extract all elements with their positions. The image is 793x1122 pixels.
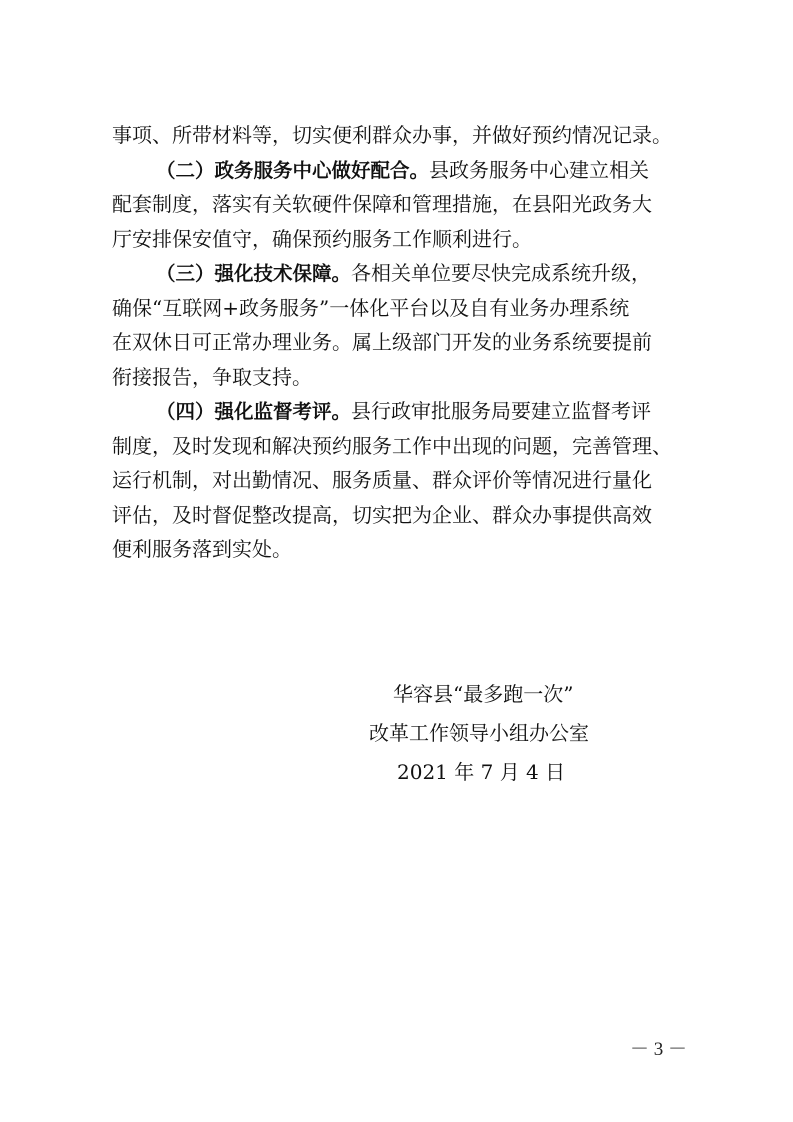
section-4-first-line (112, 394, 692, 429)
text-line: 衔接报告，争取支持。 (112, 364, 312, 389)
text-line: 便利服务落到实处。 (112, 537, 292, 561)
signature-date: 2021 年 7 月 4 日 (397, 760, 566, 784)
text-line: 配套制度，落实有关软硬件保障和管理措施，在县阳光政务大 (112, 192, 652, 216)
text-span: 县行政审批服务局要建立监督考评 (351, 399, 652, 423)
section-3-heading: （三）强化技术保障。 (156, 262, 352, 285)
signature-org-line-2: 改革工作领导小组办公室 (369, 721, 589, 745)
section-3-first-line (112, 256, 692, 291)
text-line: 制度，及时发现和解决预约服务工作中出现的问题，完善管理、 (112, 433, 672, 458)
page-number: － 3 － (630, 1039, 688, 1060)
text-line: 事项、所带材料等，切实便利群众办事，并做好预约情况记录。 (112, 123, 672, 147)
section-2-first-line (112, 153, 692, 188)
text-line: 确保“互联网+政务服务”一体化平台以及自有业务办理系统 (112, 295, 630, 320)
text-line: 评估，及时督促整改提高，切实把为企业、群众办事提供高效 (112, 502, 652, 527)
text-line: 运行机制，对出勤情况、服务质量、群众评价等情况进行量化 (112, 468, 652, 492)
text-line: 在双休日可正常办理业务。属上级部门开发的业务系统要提前 (112, 330, 652, 354)
text-span: 县政务服务中心建立相关 (429, 157, 650, 182)
section-2-heading: （二）政务服务中心做好配合。 (156, 158, 430, 182)
document-body (112, 118, 692, 567)
text-span: 各相关单位要尽快完成系统升级， (351, 261, 652, 285)
signature-org-line-1: 华容县“最多跑一次” (393, 682, 574, 706)
text-line: 厅安排保安值守，确保预约服务工作顺利进行。 (112, 226, 532, 251)
section-4-heading: （四）强化监督考评。 (156, 400, 352, 423)
